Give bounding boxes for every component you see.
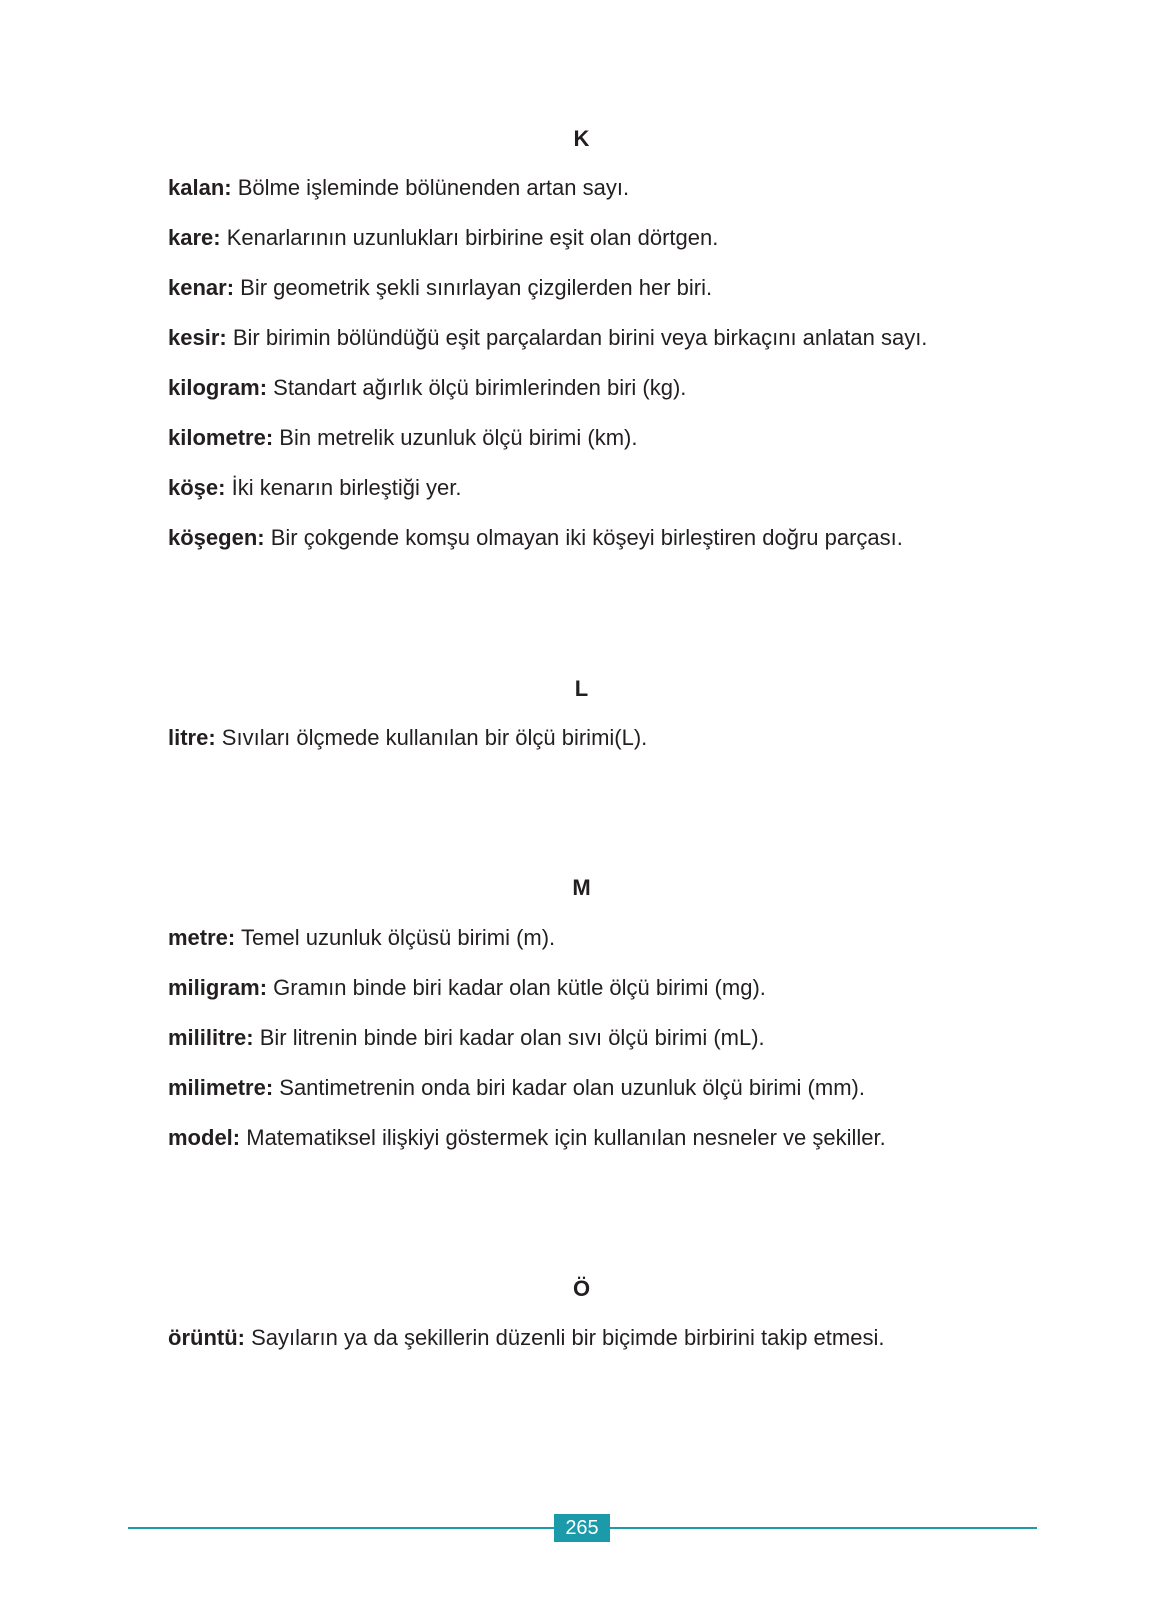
section-heading-m: M [572,875,591,900]
glossary-entry [168,1074,865,1102]
glossary-term: kenar: [168,275,235,300]
glossary-entry [168,924,555,952]
page-number: 265 [554,1514,610,1542]
section-heading-l: L [574,676,589,701]
glossary-definition: Bir çokgende komşu olmayan iki köşeyi birleştiren doğru parçası. [264,525,903,550]
glossary-term: köşe: [168,475,226,500]
glossary-definition: Sıvıları ölçmede kullanılan bir ölçü birimi(L). [215,725,648,750]
glossary-entry [168,1324,884,1352]
glossary-term: örüntü: [168,1325,245,1350]
section-heading-o-umlaut: Ö [572,1276,591,1301]
glossary-term: milimetre: [168,1075,274,1100]
glossary-definition: Standart ağırlık ölçü birimlerinden biri (kg). [267,375,687,400]
glossary-term: miligram: [168,975,268,1000]
glossary-entry [168,1124,886,1152]
footer-rule-left [128,1527,554,1529]
glossary-entry [168,724,647,752]
glossary-entry [168,224,718,252]
glossary-entry [168,424,637,452]
footer-rule-right [610,1527,1037,1529]
glossary-entry [168,324,927,352]
glossary-entry [168,474,461,502]
glossary-term: kare: [168,225,221,250]
glossary-definition: Bir litrenin binde biri kadar olan sıvı ölçü birimi (mL). [253,1025,765,1050]
glossary-entry [168,524,903,552]
glossary-definition: Bin metrelik uzunluk ölçü birimi (km). [273,425,638,450]
glossary-definition: Santimetrenin onda biri kadar olan uzunluk ölçü birimi (mm). [273,1075,865,1100]
glossary-definition: Sayıların ya da şekillerin düzenli bir biçimde birbirini takip etmesi. [244,1325,885,1350]
glossary-term: kesir: [168,325,227,350]
glossary-term: kilometre: [168,425,274,450]
glossary-term: kilogram: [168,375,268,400]
glossary-definition: Kenarlarının uzunlukları birbirine eşit olan dörtgen. [220,225,719,250]
glossary-definition: Bir geometrik şekli sınırlayan çizgilerden her biri. [234,275,713,300]
glossary-term: metre: [168,925,236,950]
glossary-entry [168,974,766,1002]
glossary-term: kalan: [168,175,232,200]
glossary-definition: Bir birimin bölündüğü eşit parçalardan birini veya birkaçını anlatan sayı. [226,325,928,350]
glossary-definition: Gramın binde biri kadar olan kütle ölçü birimi (mg). [267,975,766,1000]
glossary-entry [168,1024,765,1052]
glossary-entry [168,174,629,202]
glossary-term: köşegen: [168,525,265,550]
glossary-term: litre: [168,725,216,750]
glossary-definition: Matematiksel ilişkiyi göstermek için kullanılan nesneler ve şekiller. [240,1125,886,1150]
glossary-term: mililitre: [168,1025,254,1050]
glossary-definition: Temel uzunluk ölçüsü birimi (m). [235,925,556,950]
glossary-term: model: [168,1125,241,1150]
glossary-entry [168,274,712,302]
glossary-definition: Bölme işleminde bölünenden artan sayı. [231,175,630,200]
glossary-definition: İki kenarın birleştiği yer. [225,475,462,500]
section-heading-k: K [573,126,590,151]
glossary-entry [168,374,686,402]
